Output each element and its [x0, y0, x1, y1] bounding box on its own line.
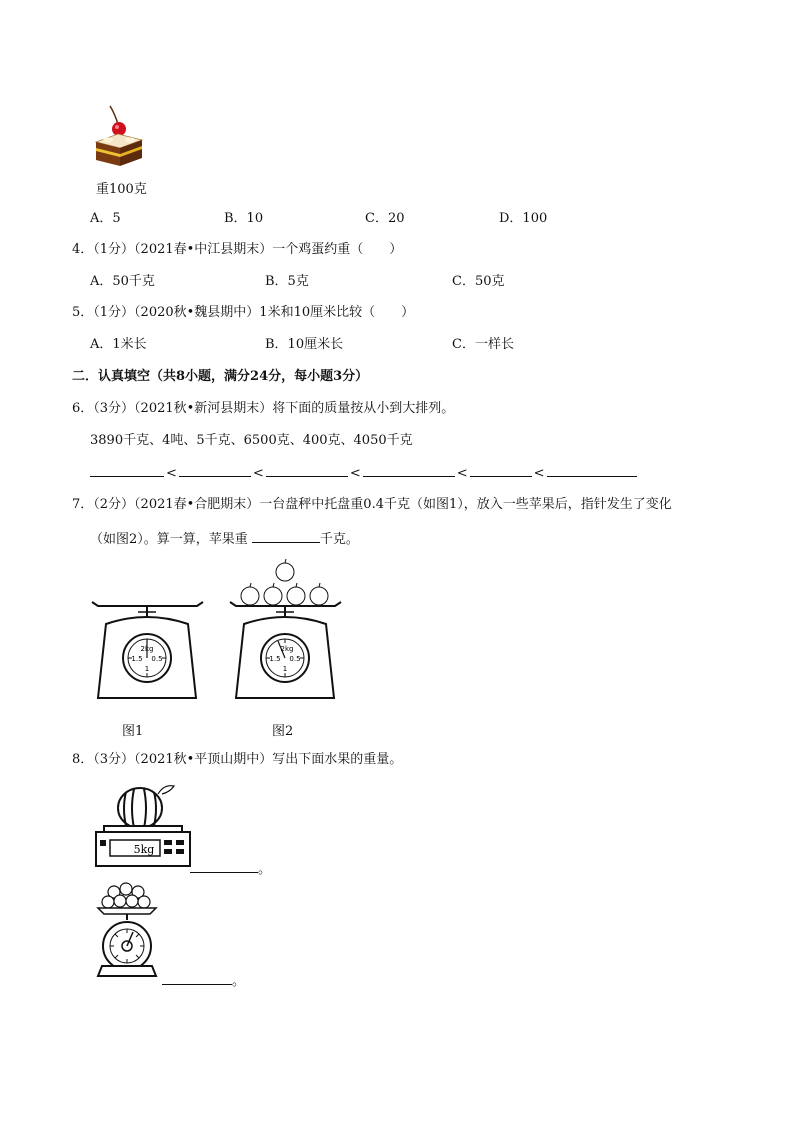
q8-answer-2: 。 [162, 970, 245, 991]
scale-figure-2 [228, 558, 343, 706]
q8-question: 8．（3分）（2021秋•平顶山期中）写出下面水果的重量。 [72, 752, 403, 767]
q5-option-c[interactable]: C．一样长 [452, 337, 514, 352]
q4-option-a[interactable]: A．50千克 [90, 274, 155, 289]
q7-question-line1: 7．（2分）（2021春•合肥期末）一台盘秤中托盘重0.4千克（如图1），放入一些苹果后，指针发生了变化 [72, 497, 672, 512]
q3-option-a[interactable]: A．5 [90, 211, 121, 226]
svg-text:0.5: 0.5 [151, 655, 163, 663]
answer-blank[interactable] [162, 970, 232, 985]
cake-caption: 重100克 [96, 182, 147, 197]
svg-text:2kg: 2kg [280, 645, 294, 653]
svg-text:2kg: 2kg [140, 645, 154, 653]
answer-blank[interactable] [179, 462, 251, 477]
q7-question-line2: （如图2）。算一算，苹果重 千克。 [90, 528, 359, 549]
q8-answer-1: 。 [190, 858, 271, 879]
q6-question: 6．（3分）（2021秋•新河县期末）将下面的质量按从小到大排列。 [72, 401, 455, 416]
svg-text:1: 1 [282, 665, 288, 673]
figure-1-caption: 图1 [122, 724, 144, 739]
svg-text:1.5: 1.5 [269, 655, 281, 663]
answer-blank[interactable] [252, 528, 320, 543]
answer-blank[interactable] [266, 462, 348, 477]
svg-text:0.5: 0.5 [289, 655, 301, 663]
q4-question: 4．（1分）（2021春•中江县期末）一个鸡蛋约重（ ） [72, 242, 403, 257]
answer-blank[interactable] [547, 462, 637, 477]
answer-blank[interactable] [90, 462, 164, 477]
scale-figure-1 [90, 598, 205, 706]
cake-image [88, 102, 148, 170]
section-heading: 二．认真填空（共8小题，满分24分，每小题3分） [72, 369, 369, 384]
q6-ordering-blanks: < < < < < [90, 462, 637, 483]
answer-blank[interactable] [470, 462, 532, 477]
answer-blank[interactable] [190, 858, 258, 873]
answer-blank[interactable] [363, 462, 455, 477]
q4-option-c[interactable]: C．50克 [452, 274, 505, 289]
q4-option-b[interactable]: B．5克 [265, 274, 309, 289]
q3-option-b[interactable]: B．10 [224, 211, 264, 226]
q5-option-b[interactable]: B．10厘米长 [265, 337, 344, 352]
figure-2-caption: 图2 [272, 724, 294, 739]
svg-text:5kg: 5kg [133, 843, 155, 856]
q6-items: 3890千克、4吨、5千克、6500克、400克、4050千克 [90, 433, 413, 448]
q5-option-a[interactable]: A．1米长 [90, 337, 147, 352]
svg-text:1.5: 1.5 [131, 655, 143, 663]
q3-option-d[interactable]: D．100 [499, 211, 548, 226]
fruit-dial-scale-image [94, 880, 160, 978]
q5-question: 5．（1分）（2020秋•魏县期中）1米和10厘米比较（ ） [72, 305, 415, 320]
svg-text:1: 1 [144, 665, 150, 673]
watermelon-scale-image [92, 782, 192, 870]
q3-option-c[interactable]: C．20 [365, 211, 405, 226]
